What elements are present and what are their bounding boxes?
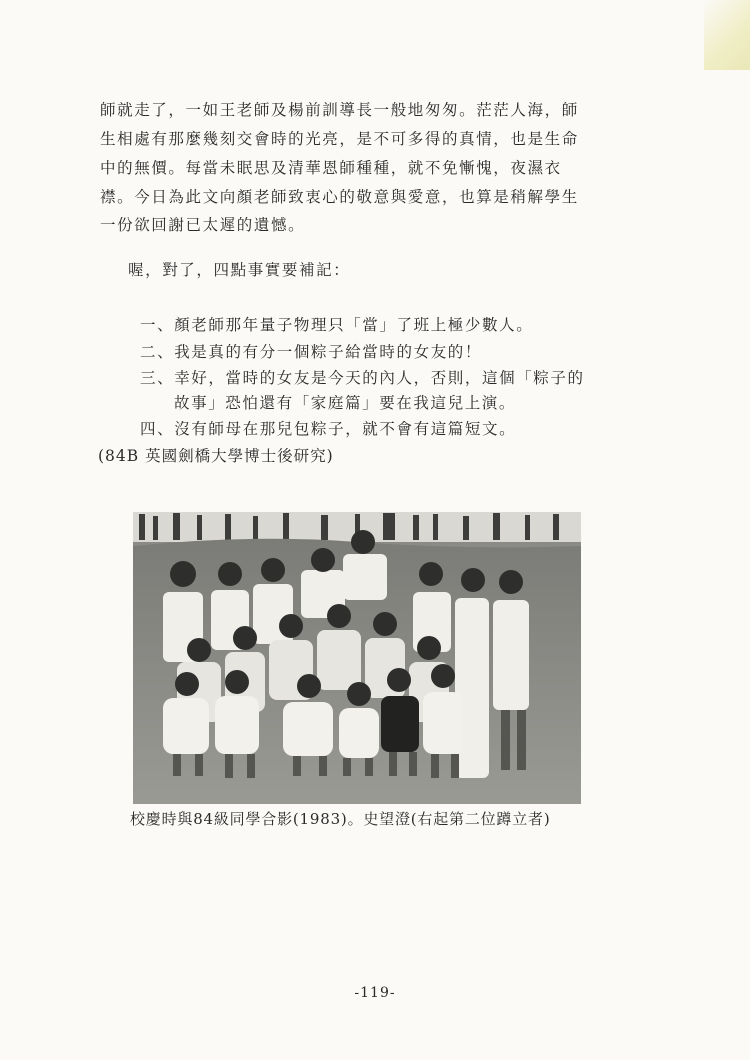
paragraph-line: 生相處有那麼幾刻交會時的光亮，是不可多得的真情，也是生命 — [100, 130, 579, 148]
paragraph-line: 一份欲回謝已太遲的遺憾。 — [100, 216, 306, 234]
paragraph-line: 中的無價。每當未眠思及清華恩師種種，就不免慚愧，夜濕衣 — [100, 159, 562, 177]
author-byline: (84B 英國劍橋大學博士後研究) — [98, 447, 334, 465]
group-photo — [133, 512, 581, 804]
paragraph-line: 襟。今日為此文向顏老師致衷心的敬意與愛意，也算是稍解學生 — [100, 188, 579, 206]
page-corner-stain — [704, 0, 750, 70]
list-item: 三、幸好，當時的女友是今天的內人，否則，這個「粽子的 — [140, 369, 585, 387]
list-item: 一、顏老師那年量子物理只「當」了班上極少數人。 — [140, 316, 534, 334]
list-item: 二、我是真的有分一個粽子給當時的女友的！ — [140, 343, 483, 361]
page-number: -119- — [354, 985, 396, 1001]
paragraph-line: 師就走了，一如王老師及楊前訓導長一般地匆匆。茫茫人海，師 — [100, 101, 579, 119]
intro-line: 喔，對了，四點事實要補記： — [128, 261, 351, 279]
list-item-continuation: 故事」恐怕還有「家庭篇」要在我這兒上演。 — [174, 394, 517, 412]
list-item: 四、沒有師母在那兒包粽子，就不會有這篇短文。 — [140, 420, 517, 438]
photo-caption: 校慶時與84級同學合影(1983)。史望澄(右起第二位蹲立者) — [130, 810, 551, 828]
